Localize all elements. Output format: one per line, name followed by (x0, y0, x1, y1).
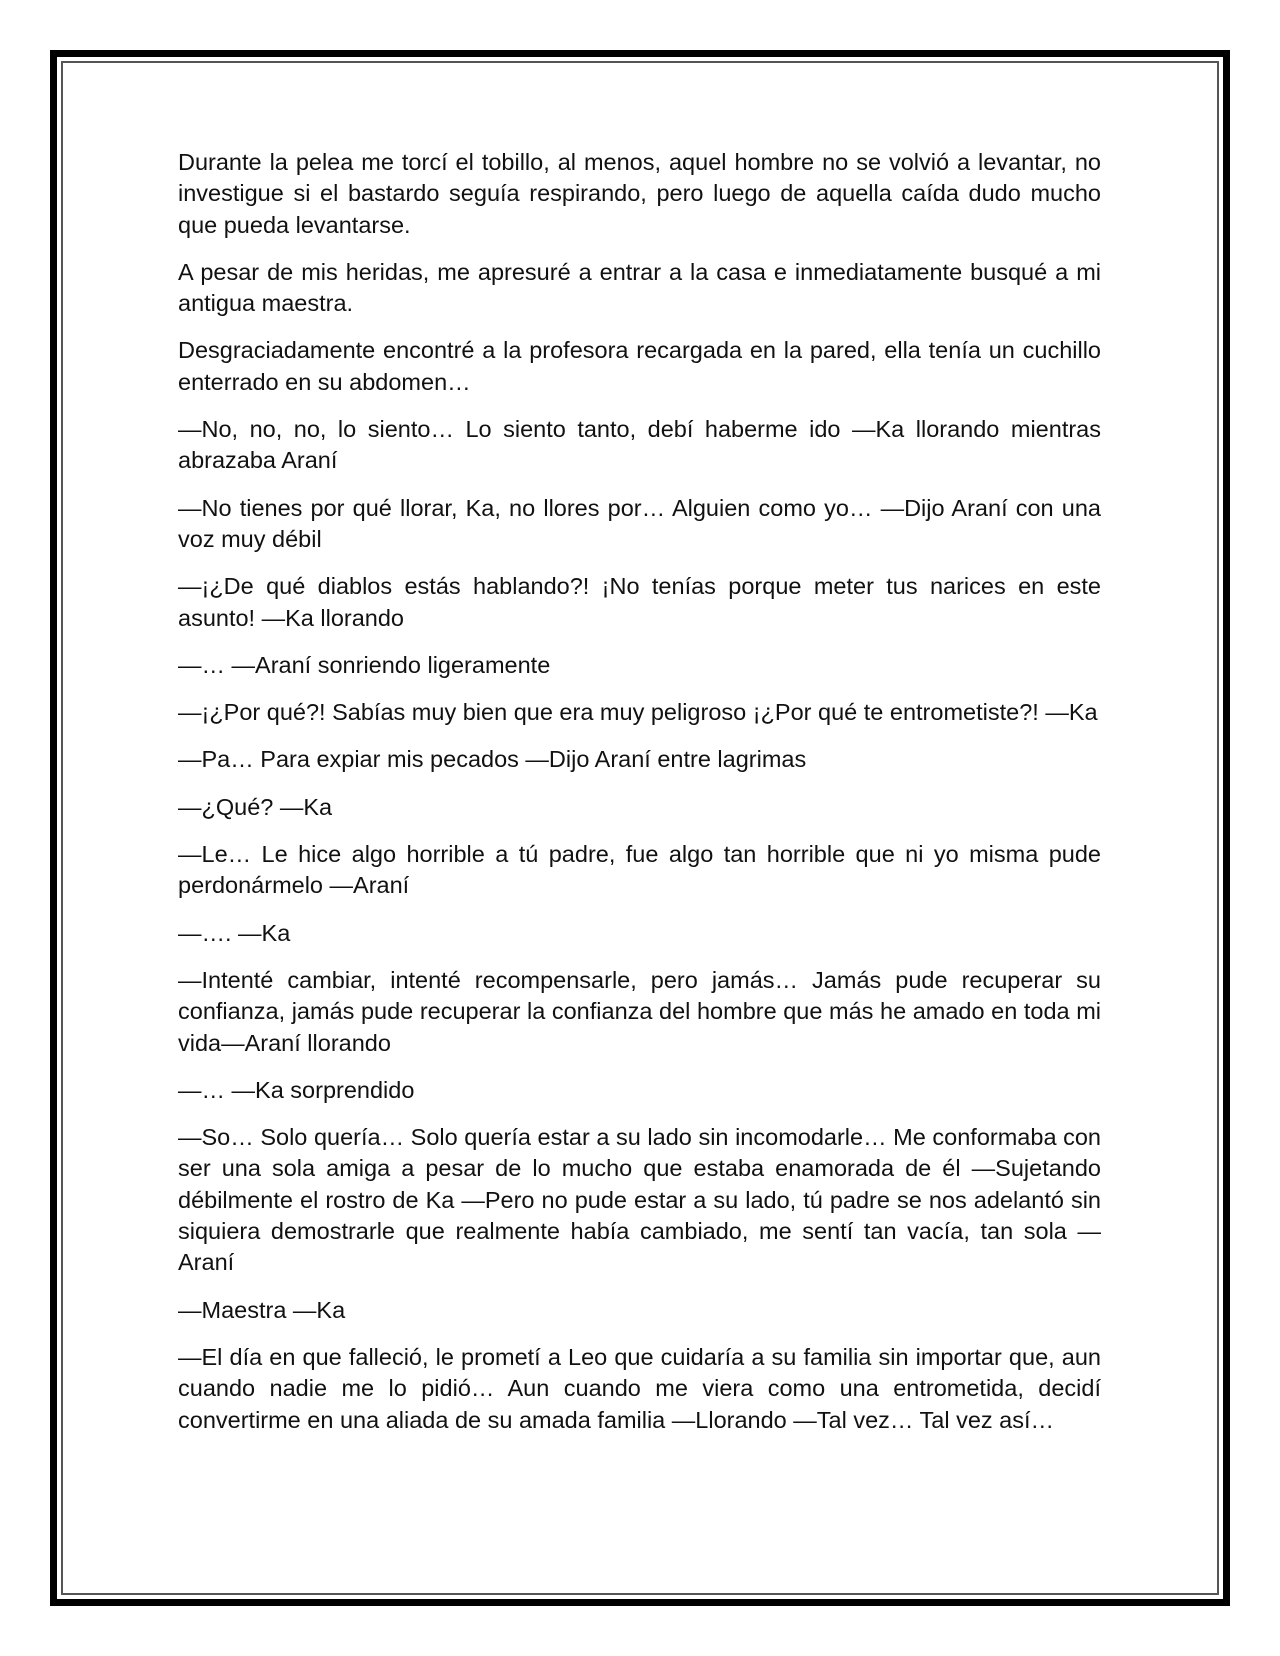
dialogue-line: —Maestra —Ka (178, 1296, 346, 1323)
dialogue-line: —Le… Le hice algo horrible a tú padre, fue algo tan horrible que ni yo misma pude perdonármelo —Araní (178, 841, 1101, 899)
dialogue-line: —… —Ka sorprendido (178, 1076, 415, 1103)
paragraph: A pesar de mis heridas, me apresuré a entrar a la casa e inmediatamente busqué a mi antigua maestra. (178, 258, 1101, 317)
dialogue-line: —No tienes por qué llorar, Ka, no llores por… Alguien como yo… —Dijo Araní con una voz muy débil (178, 494, 1101, 552)
dialogue-line: —¿Qué? —Ka (178, 793, 333, 820)
page-body (178, 147, 1101, 1452)
dialogue-line: —…. —Ka (178, 919, 291, 946)
dialogue-line: —Pa… Para expiar mis pecados —Dijo Araní entre lagrimas (178, 746, 807, 773)
paragraph: Desgraciadamente encontré a la profesora recargada en la pared, ella tenía un cuchillo enterrado en su abdomen… (178, 337, 1101, 395)
dialogue-line: —So… Solo quería… Solo quería estar a su lado sin incomodarle… Me conformaba con ser una sola amiga a pesar de lo mucho que estaba enamorada de él —Sujetando débilmente el rostro de Ka —Pero no pude estar a su lado, tú padre se nos adelantó sin siquiera demostrarle que realmente había cambiado, me sentí tan vacía, tan sola —Araní (178, 1124, 1101, 1276)
dialogue-line: —¡¿De qué diablos estás hablando?! ¡No tenías porque meter tus narices en este asunto! —Ka llorando (178, 573, 1101, 631)
dialogue-line: —¡¿Por qué?! Sabías muy bien que era muy peligroso ¡¿Por qué te entrometiste?! —Ka (178, 699, 1098, 726)
dialogue-line: —… —Araní sonriendo ligeramente (178, 651, 551, 678)
dialogue-line: —Intenté cambiar, intenté recompensarle, pero jamás… Jamás pude recuperar su confianza, jamás pude recuperar la confianza del hombre que más he amado en toda mi vida—Araní llorando (178, 966, 1101, 1056)
paragraph: Durante la pelea me torcí el tobillo, al menos, aquel hombre no se volvió a levantar, no investigue si el bastardo seguía respirando, pero luego de aquella caída dudo mucho que pueda levantarse. (178, 149, 1101, 238)
dialogue-line: —No, no, no, lo siento… Lo siento tanto, debí haberme ido —Ka llorando mientras abrazaba Araní (178, 416, 1101, 474)
dialogue-line: —El día en que falleció, le prometí a Leo que cuidaría a su familia sin importar que, aun cuando nadie me lo pidió… Aun cuando me viera como una entrometida, decidí convertirme en una aliada de su amada familia —Llorando —Tal vez… Tal vez así… (178, 1343, 1101, 1433)
